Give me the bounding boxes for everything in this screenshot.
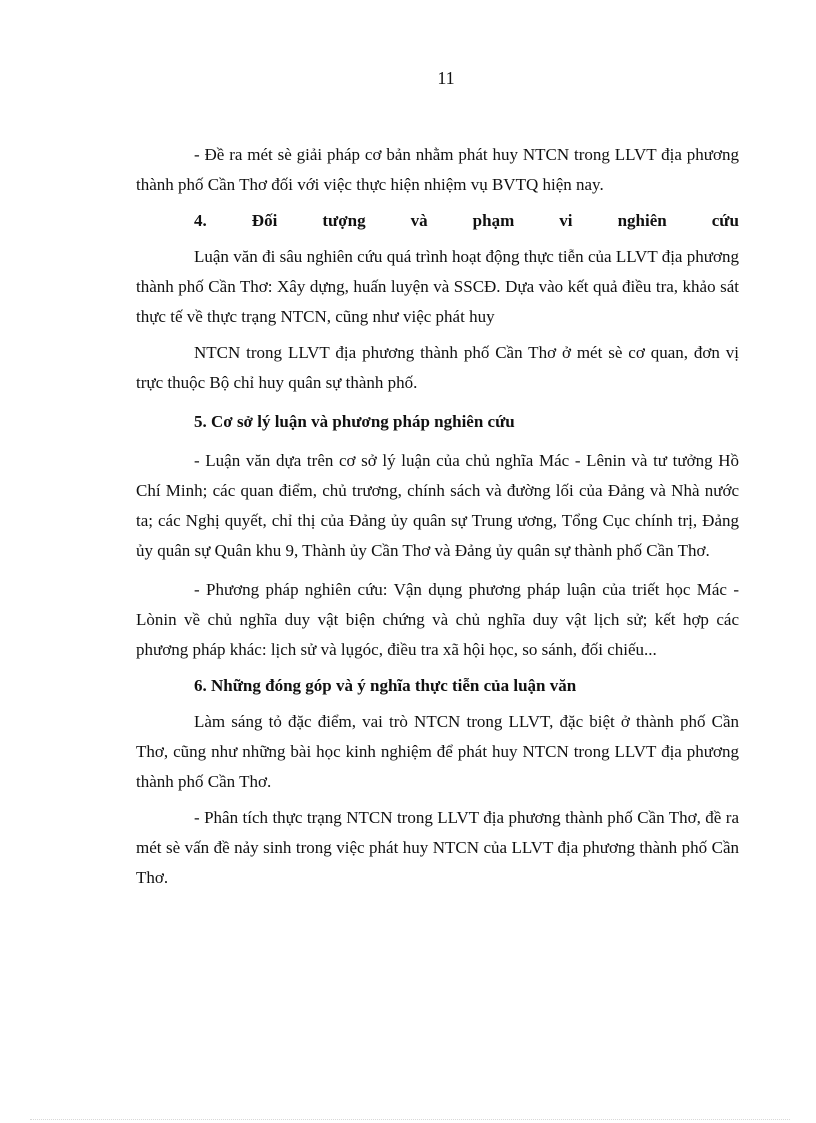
heading-word: và bbox=[410, 211, 428, 230]
section-heading-5: 5. Cơ sở lý luận và phương pháp nghiên cứu bbox=[194, 412, 515, 431]
page-body bbox=[136, 140, 739, 893]
page-edge-rule bbox=[30, 1119, 790, 1120]
heading-word: Đối bbox=[251, 211, 278, 230]
paragraph-scope: Luận văn đi sâu nghiên cứu quá trình hoạt động thực tiễn của LLVT địa phương thành phố Cần Thơ: Xây dựng, huấn luyện và SSCĐ. Dựa vào kết quả điều tra, khảo sát thực tế về thực trạng NTCN, cũng như việc phát huy bbox=[136, 247, 739, 326]
heading-word: tượng bbox=[322, 211, 366, 230]
paragraph-contributions: Làm sáng tỏ đặc điểm, vai trò NTCN trong LLVT, đặc biệt ở thành phố Cần Thơ, cũng như những bài học kinh nghiệm để phát huy NTCN trong LLVT địa phương thành phố Cần Thơ. bbox=[136, 712, 739, 791]
paragraph-objectives-item: - Đề ra mét sè giải pháp cơ bản nhằm phát huy NTCN trong LLVT địa phương thành phố Cần Thơ đối với việc thực hiện nhiệm vụ BVTQ hiện nay. bbox=[136, 145, 739, 194]
section-heading-6: 6. Những đóng góp và ý nghĩa thực tiễn của luận văn bbox=[194, 676, 577, 695]
page-number: 11 bbox=[437, 68, 455, 88]
section-heading-4 bbox=[136, 206, 739, 236]
heading-word: 4. bbox=[194, 211, 207, 230]
heading-word: nghiên bbox=[617, 211, 667, 230]
heading-word: vi bbox=[559, 211, 573, 230]
heading-word: cứu bbox=[711, 211, 739, 230]
heading-word: phạm bbox=[472, 211, 515, 230]
paragraph-research-methods: - Phương pháp nghiên cứu: Vận dụng phương pháp luận của triết học Mác - Lònin về chủ nghĩa duy vật biện chứng và chủ nghĩa duy vật lịch sử; kết hợp các phương pháp khác: lịch sử và lụgóc, điều tra xã hội học, so sánh, đối chiếu... bbox=[136, 580, 739, 659]
paragraph-scope-continued: NTCN trong LLVT địa phương thành phố Cần Thơ ở mét sè cơ quan, đơn vị trực thuộc Bộ chỉ huy quân sự thành phố. bbox=[136, 343, 739, 392]
paragraph-analysis-item: - Phân tích thực trạng NTCN trong LLVT địa phương thành phố Cần Thơ, đề ra mét sè vấn đề nảy sinh trong việc phát huy NTCN của LLVT địa phương thành phố Cần Thơ. bbox=[136, 808, 739, 887]
paragraph-theoretical-basis: - Luận văn dựa trên cơ sở lý luận của chủ nghĩa Mác - Lênin và tư tưởng Hồ Chí Minh; các quan điểm, chủ trương, chính sách và đường lối của Đảng và Nhà nước ta; các Nghị quyết, chỉ thị của Đảng ủy quân sự Trung ương, Tổng Cục chính trị, Đảng ủy quân sự Quân khu 9, Thành ủy Cần Thơ và Đảng ủy quân sự thành phố Cần Thơ. bbox=[136, 451, 739, 560]
